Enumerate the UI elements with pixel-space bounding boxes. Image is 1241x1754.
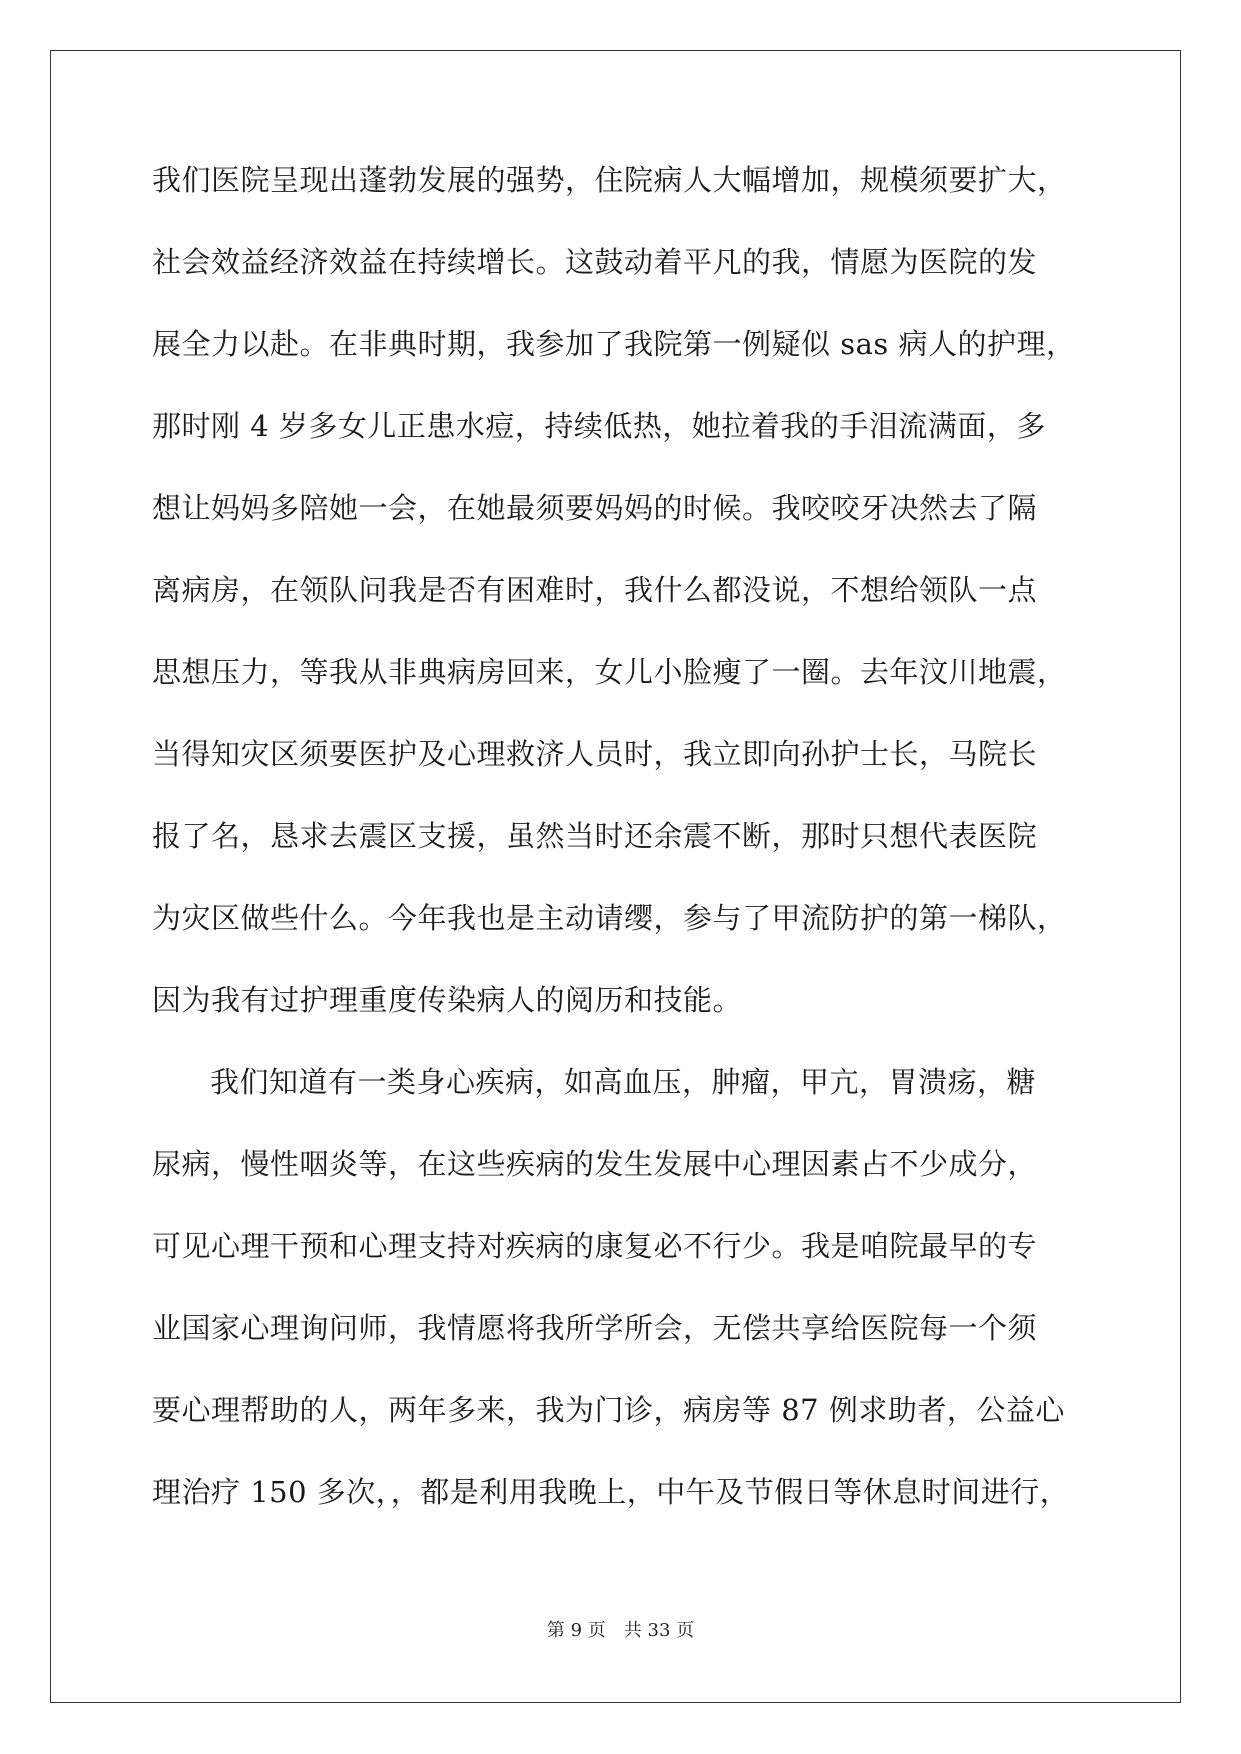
text-line: 离病房，在领队问我是否有困难时，我什么都没说，不想给领队一点 (152, 573, 1038, 607)
text-line: 那时刚 4 岁多女儿正患水痘，持续低热，她拉着我的手泪流满面，多 (152, 409, 1046, 443)
text-line: 业国家心理询问师，我情愿将我所学所会，无偿共享给医院每一个须 (152, 1311, 1038, 1345)
text-line: 可见心理干预和心理支持对疾病的康复必不行少。我是咱院最早的专 (152, 1229, 1038, 1263)
text-line: 想让妈妈多陪她一会，在她最须要妈妈的时候。我咬咬牙决然去了隔 (152, 491, 1038, 525)
text-line: 当得知灾区须要医护及心理救济人员时，我立即向孙护士长，马院长 (152, 737, 1038, 771)
text-line: 展全力以赴。在非典时期，我参加了我院第一例疑似 sas 病人的护理， (152, 327, 1076, 361)
text-line: 因为我有过护理重度传染病人的阅历和技能。 (152, 983, 743, 1017)
text-line: 尿病，慢性咽炎等，在这些疾病的发生发展中心理因素占不少成分， (152, 1147, 1038, 1181)
document-body (152, 160, 1092, 1554)
page-number-footer: 第 9 页 共 33 页 (546, 1620, 695, 1641)
text-line: 报了名，恳求去震区支援，虽然当时还余震不断，那时只想代表医院 (152, 819, 1038, 853)
text-line: 社会效益经济效益在持续增长。这鼓动着平凡的我，情愿为医院的发 (152, 245, 1038, 279)
text-line: 我们知道有一类身心疾病，如高血压，肿瘤，甲亢，胃溃疡，糖 (210, 1065, 1037, 1099)
text-line: 为灾区做些什么。今年我也是主动请缨，参与了甲流防护的第一梯队， (152, 901, 1067, 935)
text-line: 理治疗 150 多次，，都是利用我晚上，中午及节假日等休息时间进行， (152, 1475, 1070, 1509)
text-line: 思想压力，等我从非典病房回来，女儿小脸瘦了一圈。去年汶川地震， (152, 655, 1067, 689)
text-line: 要心理帮助的人，两年多来，我为门诊，病房等 87 例求助者，公益心 (152, 1393, 1065, 1427)
text-line: 我们医院呈现出蓬勃发展的强势，住院病人大幅增加，规模须要扩大， (152, 163, 1067, 197)
paragraph-1 (152, 160, 1092, 1062)
paragraph-2 (152, 1062, 1092, 1554)
